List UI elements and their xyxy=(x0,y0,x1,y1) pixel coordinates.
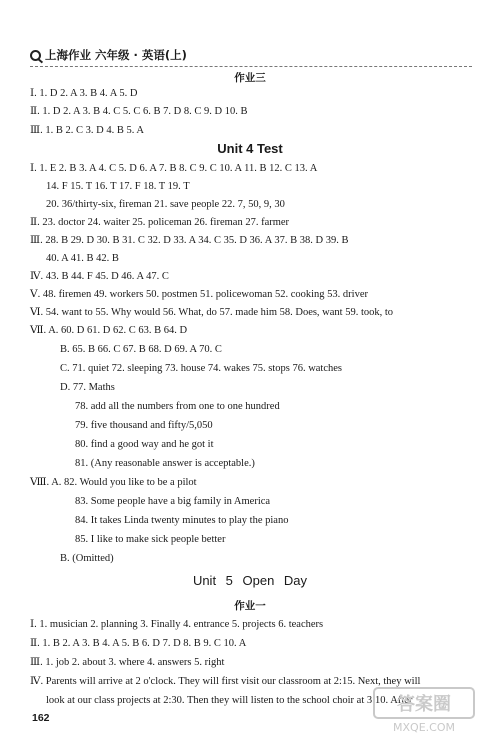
answer-line: Ⅶ. A. 60. D 61. D 62. C 63. B 64. D xyxy=(30,325,188,336)
section-title-zuoye3: 作业三 xyxy=(234,72,266,84)
answer-line: 14. F 15. T 16. T 17. F 18. T 19. T xyxy=(46,181,190,192)
answer-line: look at our class projects at 2:30. Then they will listen to the school choir at 3:10. After xyxy=(46,695,413,706)
answer-line: 83. Some people have a big family in America xyxy=(75,496,271,507)
section-title-zuoye1: 作业一 xyxy=(234,600,266,612)
search-logo-icon xyxy=(30,50,41,61)
answer-line: B. 65. B 66. C 67. B 68. D 69. A 70. C xyxy=(60,344,222,355)
answer-line: Ⅰ. 1. musician 2. planning 3. Finally 4. entrance 5. projects 6. teachers xyxy=(30,619,324,630)
answer-line: B. (Omitted) xyxy=(60,553,114,564)
answer-line: Ⅳ. Parents will arrive at 2 o'clock. They will first visit our classroom at 2:15. Next, they will xyxy=(30,676,421,687)
answer-line: 84. It takes Linda twenty minutes to play the piano xyxy=(75,515,289,526)
answer-line: Ⅲ. 1. job 2. about 3. where 4. answers 5. right xyxy=(30,657,225,668)
answer-line: Ⅰ. 1. D 2. A 3. B 4. A 5. D xyxy=(30,88,138,99)
answer-line: Ⅷ. A. 82. Would you like to be a pilot xyxy=(30,477,197,488)
answer-line: 20. 36/thirty-six, fireman 21. save people 22. 7, 50, 9, 30 xyxy=(46,199,285,210)
answer-line: Ⅱ. 1. D 2. A 3. B 4. C 5. C 6. B 7. D 8. C 9. D 10. B xyxy=(30,106,248,117)
answer-line: Ⅴ. 48. firemen 49. workers 50. postmen 51. policewoman 52. cooking 53. driver xyxy=(30,289,368,300)
answer-line: Ⅵ. 54. want to 55. Why would 56. What, do 57. made him 58. Does, want 59. took, to xyxy=(30,307,394,318)
watermark-line1: 答案圈 xyxy=(397,694,451,715)
answer-line: Ⅱ. 1. B 2. A 3. B 4. A 5. B 6. D 7. D 8. B 9. C 10. A xyxy=(30,638,247,649)
watermark-line2: MXQE.COM xyxy=(393,721,455,734)
unit5-title: Unit 5 Open Day xyxy=(192,573,308,588)
watermark-logo xyxy=(368,684,480,736)
answer-line: Ⅱ. 23. doctor 24. waiter 25. policeman 26. fireman 27. farmer xyxy=(30,217,290,228)
answer-line: Ⅳ. 43. B 44. F 45. D 46. A 47. C xyxy=(30,271,169,282)
answer-line: C. 71. quiet 72. sleeping 73. house 74. wakes 75. stops 76. watches xyxy=(60,363,343,374)
page-header xyxy=(30,46,187,64)
answer-line: 81. (Any reasonable answer is acceptable.) xyxy=(75,458,255,469)
answer-line: 85. I like to make sick people better xyxy=(75,534,226,545)
answer-line: Ⅰ. 1. E 2. B 3. A 4. C 5. D 6. A 7. B 8. C 9. C 10. A 11. B 12. C 13. A xyxy=(30,163,318,174)
answer-line: 79. five thousand and fifty/5,050 xyxy=(75,420,213,431)
page-number: 162 xyxy=(32,712,50,724)
answer-line: Ⅲ. 1. B 2. C 3. D 4. B 5. A xyxy=(30,125,144,136)
answer-line: 78. add all the numbers from one to one hundred xyxy=(75,401,280,412)
answer-line: D. 77. Maths xyxy=(60,382,115,393)
header-divider xyxy=(30,66,472,67)
header-title: 上海作业 六年级 · 英语(上) xyxy=(45,48,187,62)
unit4-title: Unit 4 Test xyxy=(217,141,283,156)
answer-line: Ⅲ. 28. B 29. D 30. B 31. C 32. D 33. A 34. C 35. D 36. A 37. B 38. D 39. B xyxy=(30,235,349,246)
answer-line: 40. A 41. B 42. B xyxy=(46,253,119,264)
watermark-logo-mark xyxy=(374,688,474,734)
answer-line: 80. find a good way and he got it xyxy=(75,439,214,450)
